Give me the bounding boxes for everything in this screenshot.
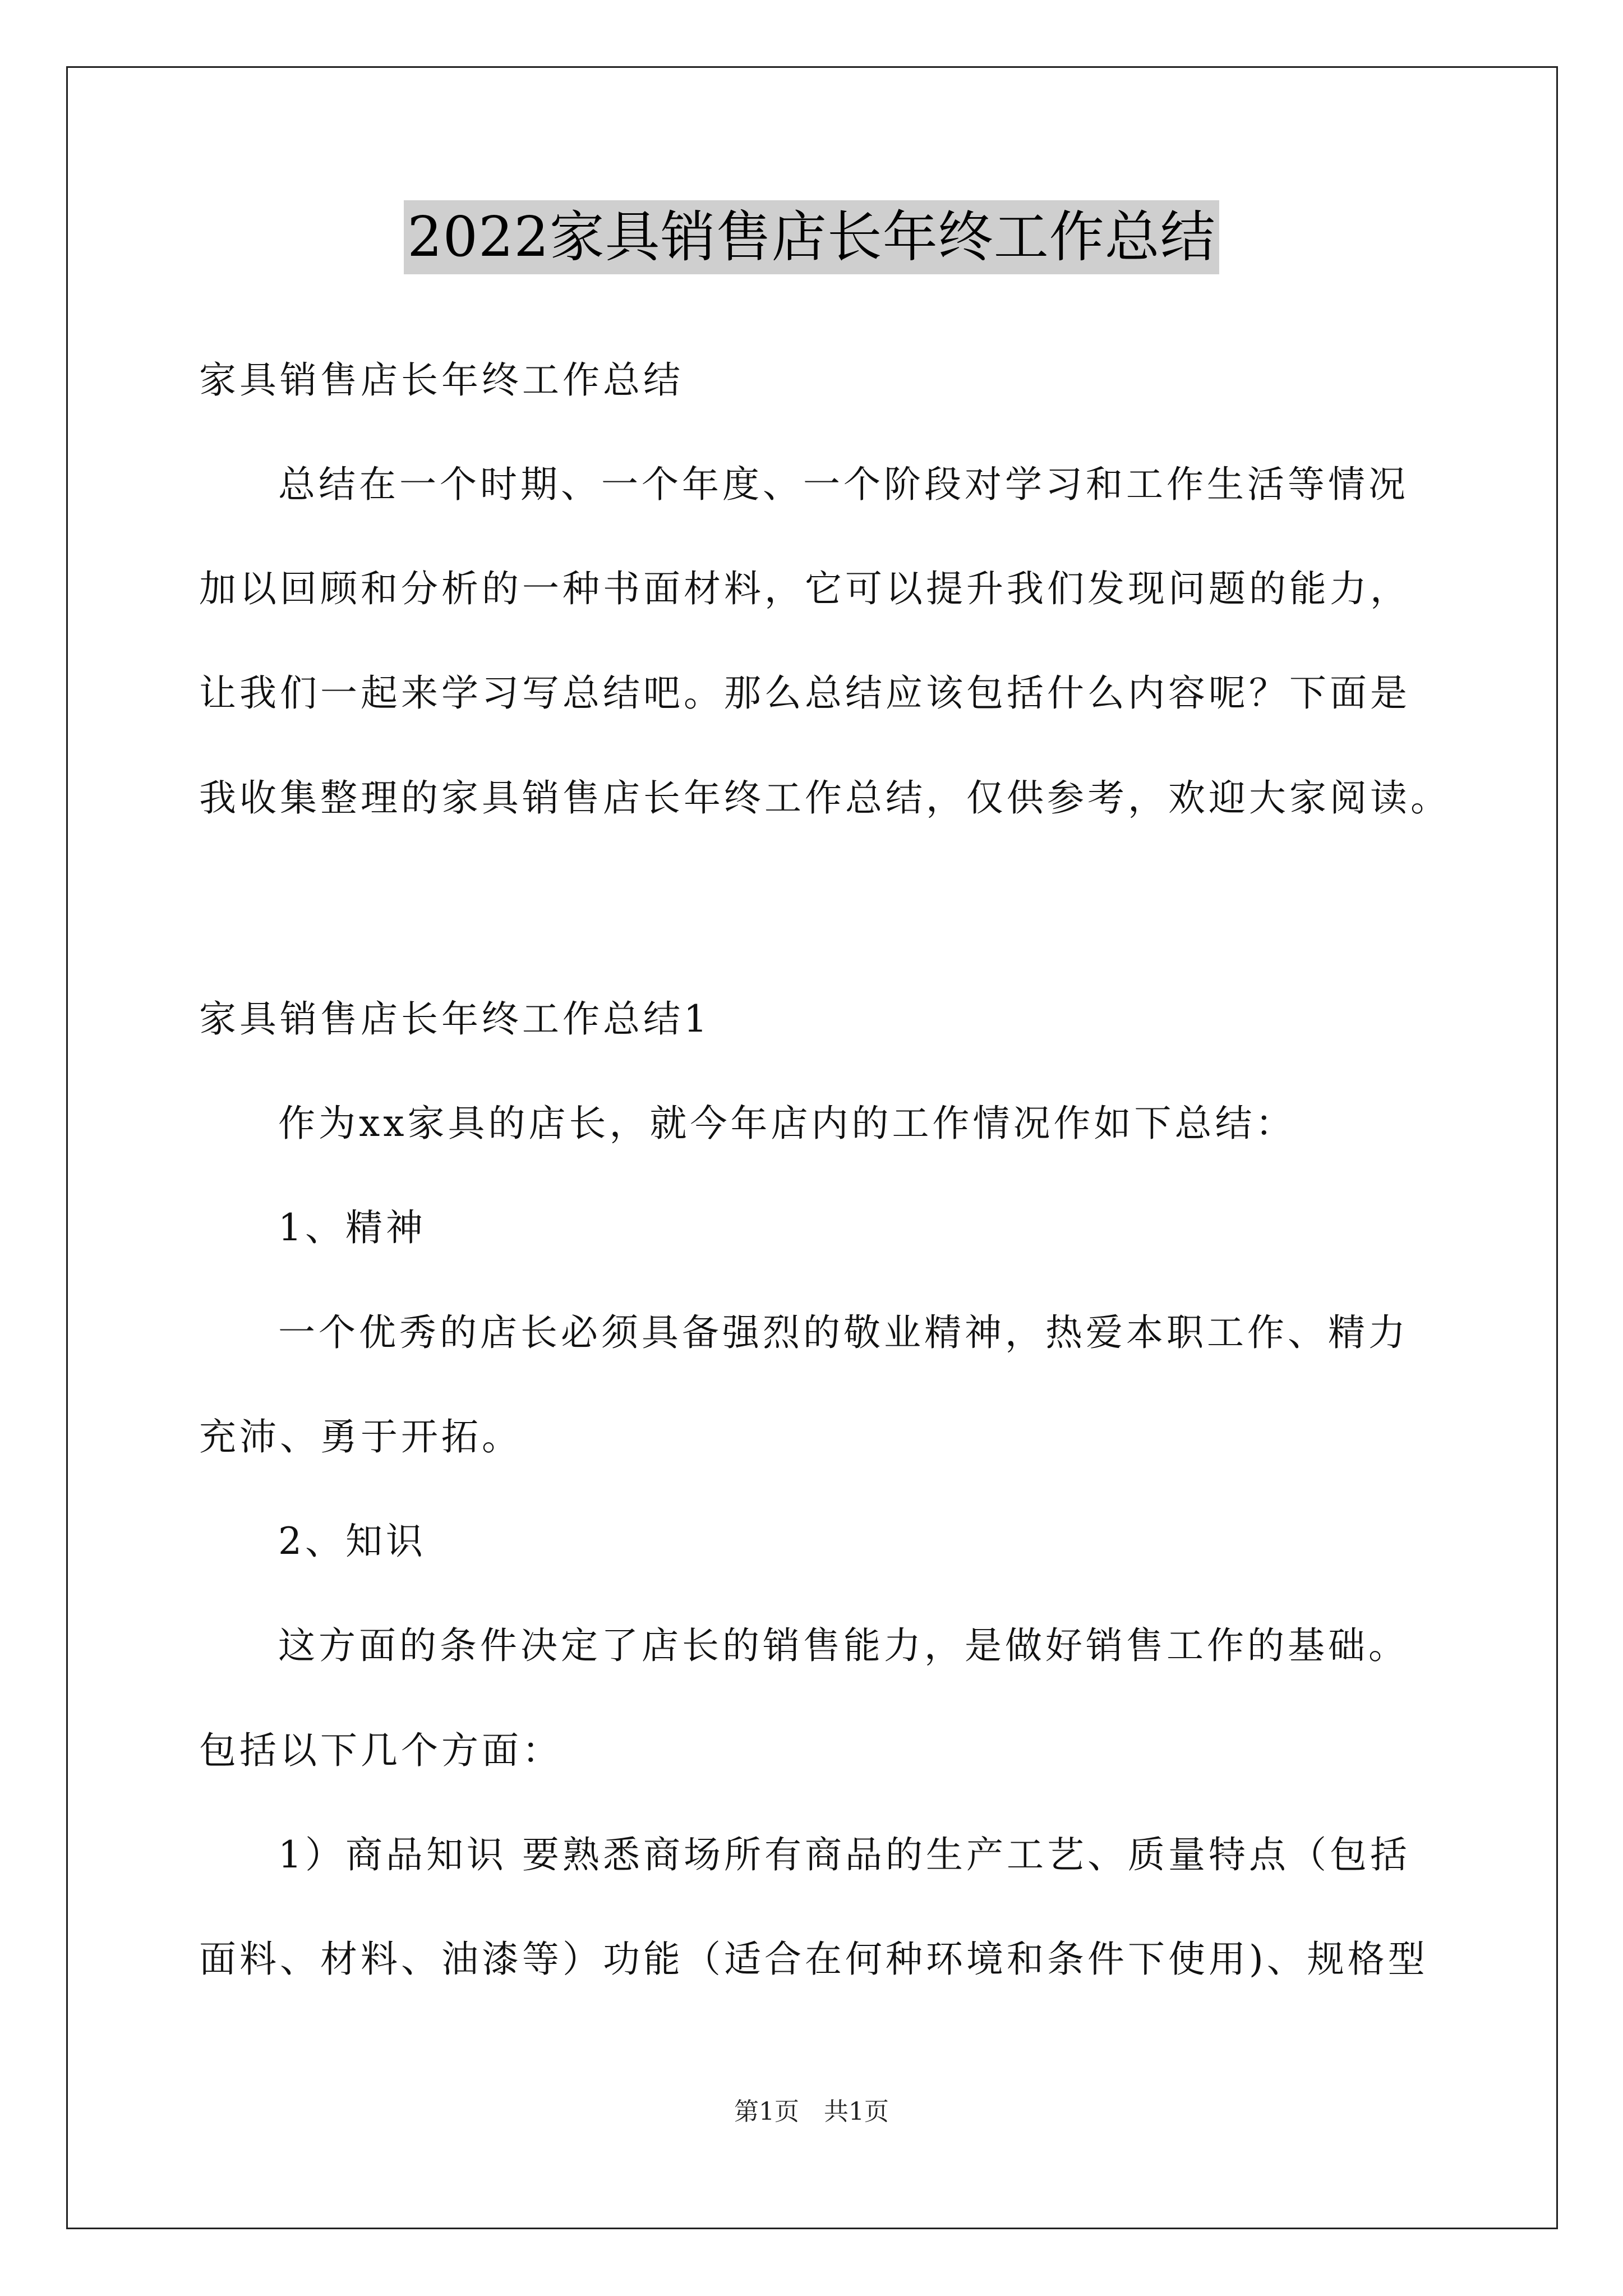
sub1-line-2: 面料、材料、油漆等）功能（适合在何种环境和条件下使用)、规格型 bbox=[199, 1938, 1428, 1981]
item2-line-2: 包括以下几个方面： bbox=[199, 1729, 562, 1772]
document-title: 2022家具销售店长年终工作总结 bbox=[404, 200, 1219, 274]
section-heading: 家具销售店长年终工作总结1 bbox=[199, 997, 711, 1041]
item2-line-1: 这方面的条件决定了店长的销售能力，是做好销售工作的基础。 bbox=[278, 1624, 1409, 1667]
item1-line-1: 一个优秀的店长必须具备强烈的敬业精神，热爱本职工作、精力 bbox=[278, 1311, 1409, 1354]
item2-heading: 2、知识 bbox=[278, 1520, 426, 1563]
title-container bbox=[0, 200, 1623, 274]
page-footer: 第1页 共1页 bbox=[734, 2097, 889, 2126]
intro-line-4: 我收集整理的家具销售店长年终工作总结，仅供参考，欢迎大家阅读。 bbox=[199, 776, 1451, 820]
section-intro: 作为xx家具的店长，就今年店内的工作情况作如下总结： bbox=[278, 1102, 1296, 1145]
intro-line-1: 总结在一个时期、一个年度、一个阶段对学习和工作生活等情况 bbox=[278, 463, 1409, 506]
item1-line-2: 充沛、勇于开拓。 bbox=[199, 1415, 522, 1458]
intro-line-2: 加以回顾和分析的一种书面材料，它可以提升我们发现问题的能力， bbox=[199, 567, 1410, 610]
item1-heading: 1、精神 bbox=[278, 1206, 426, 1249]
document-subtitle: 家具销售店长年终工作总结 bbox=[199, 358, 684, 402]
sub1-line-1: 1）商品知识 要熟悉商场所有商品的生产工艺、质量特点（包括 bbox=[278, 1833, 1410, 1876]
intro-line-3: 让我们一起来学习写总结吧。那么总结应该包括什么内容呢？下面是 bbox=[199, 671, 1410, 715]
